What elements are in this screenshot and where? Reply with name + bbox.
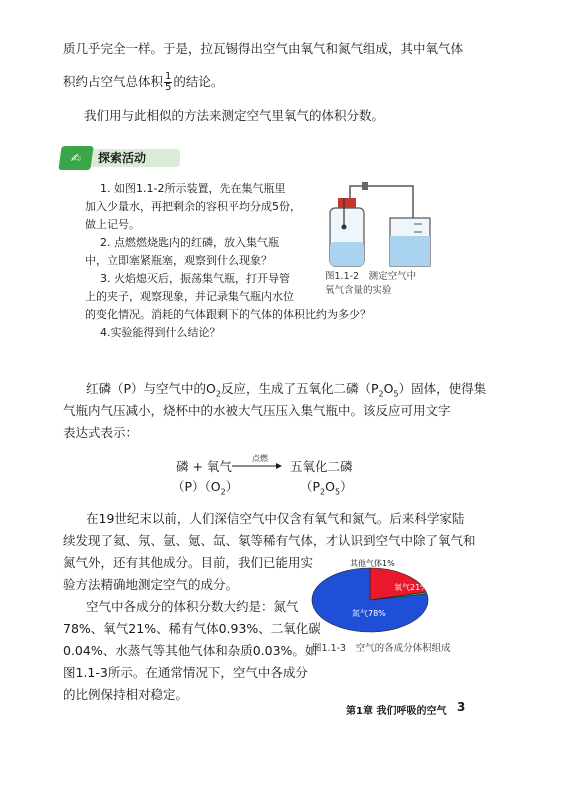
- figure-caption-line2: 氧气含量的实验: [325, 285, 392, 296]
- stopper: [338, 198, 356, 208]
- equation-right-formula: [300, 478, 353, 502]
- para3-text: 反应，生成了五氧化二磷（P: [220, 381, 379, 396]
- para1-line1: 质几乎完全一样。于是，拉瓦锡得出空气由氧气和氮气组成，其中氧气体: [63, 41, 464, 56]
- subscript: 2: [215, 389, 221, 399]
- para5-line: 的比例保持相对稳定。: [63, 687, 189, 702]
- explore-item: 做上记号。: [85, 218, 140, 231]
- air-composition-pie-chart: [308, 556, 458, 638]
- equation-left: 磷 + 氧气: [176, 459, 232, 474]
- subscript: 2: [378, 389, 384, 399]
- subscript: 2: [220, 487, 226, 497]
- explore-badge-icon: ✍: [58, 146, 93, 170]
- para1-line2-post: 的结论。: [173, 74, 224, 89]
- pie-label: 其他气体1%: [350, 559, 395, 568]
- formula-text: O: [325, 479, 335, 494]
- equation-left-formula: [172, 478, 238, 502]
- subscript: 5: [393, 389, 399, 399]
- para3-line3: 表达式表示：: [63, 425, 139, 440]
- para3-text: ）固体，使得集: [398, 381, 487, 396]
- para2: 我们用与此相似的方法来测定空气里氧气的体积分数。: [84, 108, 385, 123]
- para1-line2: [63, 72, 223, 93]
- formula-text: ）: [340, 479, 353, 494]
- explore-item: 3. 火焰熄灭后，振荡集气瓶，打开导管: [100, 272, 290, 285]
- chart-caption: 图1.1-3 空气的各成分体积组成: [312, 643, 451, 654]
- para5-line: 0.04%、水蒸气等其他气体和杂质0.03%。如: [63, 643, 318, 658]
- bottle-water: [330, 242, 364, 266]
- formula-text: （P）（O: [172, 479, 221, 494]
- reaction-arrow-icon: [232, 462, 282, 470]
- para5-line: 空气中各成分的体积分数大约是：氮气: [86, 599, 299, 614]
- para3-text: 红磷（P）与空气中的O: [86, 381, 216, 396]
- pie-label: 氧气21%: [394, 583, 428, 592]
- beaker-water: [390, 236, 430, 266]
- subscript: 2: [320, 487, 326, 497]
- para4-line: 续发现了氦、氖、氩、氪、氙、氡等稀有气体，才认识到空气中除了氧气和: [63, 533, 476, 548]
- equation-condition: 点燃: [252, 454, 268, 463]
- explore-item: 2. 点燃燃烧匙内的红磷，放入集气瓶: [100, 236, 279, 249]
- para4-line: 验方法精确地测定空气的成分。: [63, 577, 239, 592]
- apparatus-figure: [318, 170, 438, 270]
- para3-line1: [86, 380, 486, 404]
- explore-item: 加入少量水，再把剩余的容积平均分成5份，: [85, 200, 301, 213]
- fraction-numerator: 1: [165, 71, 172, 82]
- explore-item: 的变化情况。消耗的气体跟剩下的气体的体积比约为多少？: [85, 308, 371, 321]
- para4-line: 在19世纪末以前，人们深信空气中仅含有氧气和氮气。后来科学家陆: [86, 511, 465, 526]
- fraction-denominator: 5: [165, 82, 172, 93]
- para5-line: 78%、氧气21%、稀有气体0.93%、二氧化碳: [63, 621, 321, 636]
- explore-item: 1. 如图1.1-2所示装置，先在集气瓶里: [100, 182, 286, 195]
- explore-title: 探索活动: [98, 151, 147, 165]
- explore-item: 4.实验能得到什么结论？: [100, 326, 221, 339]
- fraction: [164, 72, 172, 93]
- formula-text: ）: [225, 479, 239, 494]
- para5-line: 图1.1-3所示。在通常情况下，空气中各成分: [63, 665, 308, 680]
- para4-line: 氮气外，还有其他成分。目前，我们已能用实: [63, 555, 314, 570]
- para1-line2-pre: 积约占空气总体积: [63, 74, 164, 89]
- figure-caption-line1: 图1.1-2 测定空气中: [325, 271, 417, 282]
- chapter-footer: 第1章 我们呼吸的空气: [346, 706, 447, 717]
- pie-label: 氮气78%: [352, 609, 386, 618]
- page-number: 3: [457, 700, 466, 714]
- subscript: 5: [334, 487, 341, 497]
- para3-line2: 气瓶内气压减小，烧杯中的水被大气压压入集气瓶中。该反应可用文字: [63, 403, 451, 418]
- formula-text: （P: [300, 479, 321, 494]
- explore-item: 中，立即塞紧瓶塞，观察到什么现象？: [85, 254, 272, 267]
- equation-right: 五氧化二磷: [290, 459, 353, 474]
- para3-text: O: [383, 381, 394, 396]
- explore-item: 上的夹子，观察现象，并记录集气瓶内水位: [85, 290, 294, 303]
